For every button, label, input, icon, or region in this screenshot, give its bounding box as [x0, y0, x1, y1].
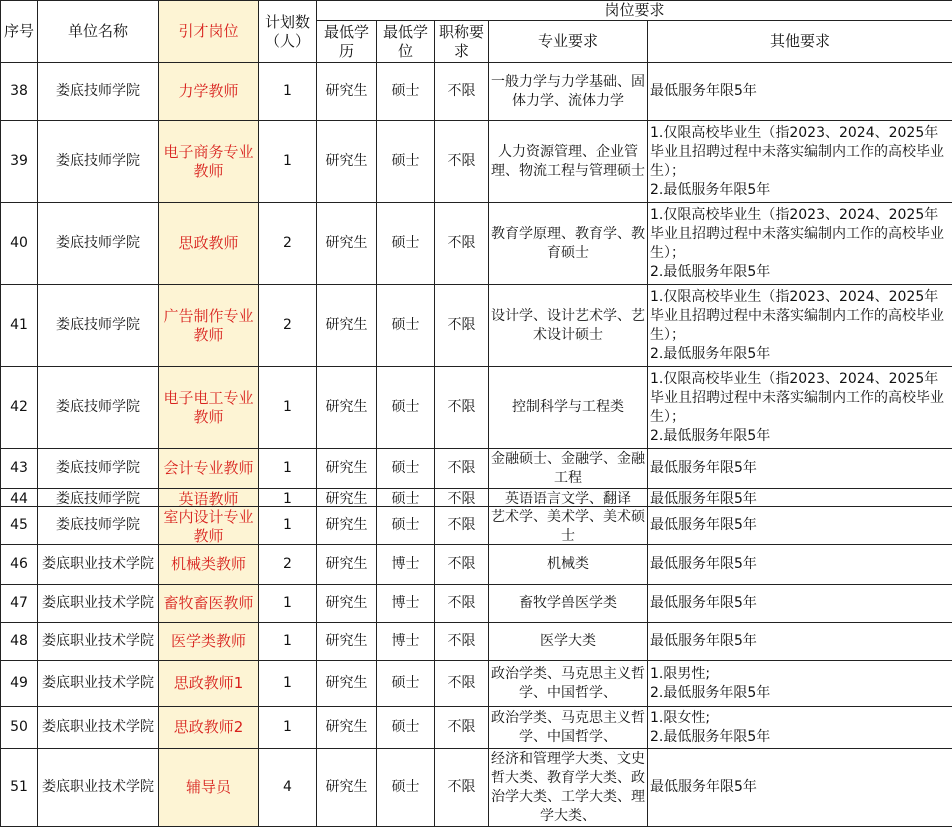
other-cell: 1.仅限高校毕业生（指2023、2024、2025年毕业且招聘过程中未落实编制内工作的高校毕业生）； 2.最低服务年限5年: [648, 203, 952, 285]
title-cell: 不限: [435, 449, 489, 489]
plan-cell: 1: [259, 489, 317, 507]
header-plan: 计划数（人）: [259, 1, 317, 63]
seq-cell: 44: [1, 489, 38, 507]
table-row: [1, 623, 952, 661]
title-cell: 不限: [435, 489, 489, 507]
seq-cell: 41: [1, 285, 38, 367]
post-cell: 会计专业教师: [159, 449, 259, 489]
header-unit: 单位名称: [38, 1, 159, 63]
title-cell: 不限: [435, 661, 489, 707]
plan-cell: 1: [259, 367, 317, 449]
plan-cell: 1: [259, 661, 317, 707]
plan-cell: 1: [259, 63, 317, 121]
major-cell: 金融硕士、金融学、金融工程: [489, 449, 648, 489]
degree-cell: 硕士: [377, 507, 435, 545]
post-cell: 室内设计专业教师: [159, 507, 259, 545]
title-cell: 不限: [435, 623, 489, 661]
major-cell: 控制科学与工程类: [489, 367, 648, 449]
seq-cell: 42: [1, 367, 38, 449]
edu-cell: 研究生: [317, 285, 377, 367]
major-cell: 一般力学与力学基础、固体力学、流体力学: [489, 63, 648, 121]
other-cell: 1.仅限高校毕业生（指2023、2024、2025年毕业且招聘过程中未落实编制内工作的高校毕业生）； 2.最低服务年限5年: [648, 367, 952, 449]
title-cell: 不限: [435, 545, 489, 585]
plan-cell: 1: [259, 585, 317, 623]
title-cell: 不限: [435, 285, 489, 367]
table-row: [1, 203, 952, 285]
major-cell: 艺术学、美术学、美术硕士: [489, 507, 648, 545]
major-cell: 经济和管理学大类、文史哲大类、教育学大类、政治学大类、工学大类、理学大类、: [489, 749, 648, 827]
title-cell: 不限: [435, 507, 489, 545]
unit-cell: 娄底职业技术学院: [38, 661, 159, 707]
post-cell: 电子商务专业教师: [159, 121, 259, 203]
table-row: [1, 507, 952, 545]
edu-cell: 研究生: [317, 749, 377, 827]
degree-cell: 硕士: [377, 203, 435, 285]
seq-cell: 51: [1, 749, 38, 827]
degree-cell: 硕士: [377, 661, 435, 707]
other-cell: 1.仅限高校毕业生（指2023、2024、2025年毕业且招聘过程中未落实编制内工作的高校毕业生）； 2.最低服务年限5年: [648, 121, 952, 203]
edu-cell: 研究生: [317, 661, 377, 707]
table-row: [1, 63, 952, 121]
unit-cell: 娄底技师学院: [38, 203, 159, 285]
degree-cell: 博士: [377, 623, 435, 661]
degree-cell: 硕士: [377, 749, 435, 827]
post-cell: 英语教师: [159, 489, 259, 507]
major-cell: 教育学原理、教育学、教育硕士: [489, 203, 648, 285]
table-row: [1, 121, 952, 203]
other-cell: 1.仅限高校毕业生（指2023、2024、2025年毕业且招聘过程中未落实编制内工作的高校毕业生）； 2.最低服务年限5年: [648, 285, 952, 367]
edu-cell: 研究生: [317, 449, 377, 489]
seq-cell: 49: [1, 661, 38, 707]
table-row: [1, 367, 952, 449]
post-cell: 广告制作专业教师: [159, 285, 259, 367]
seq-cell: 45: [1, 507, 38, 545]
table-row: [1, 749, 952, 827]
header-other: 其他要求: [648, 21, 952, 63]
seq-cell: 46: [1, 545, 38, 585]
degree-cell: 硕士: [377, 63, 435, 121]
major-cell: 医学大类: [489, 623, 648, 661]
other-cell: 最低服务年限5年: [648, 623, 952, 661]
major-cell: 英语语言文学、翻译: [489, 489, 648, 507]
seq-cell: 43: [1, 449, 38, 489]
table-row: [1, 707, 952, 749]
edu-cell: 研究生: [317, 121, 377, 203]
major-cell: 政治学类、马克思主义哲学、中国哲学、: [489, 661, 648, 707]
degree-cell: 博士: [377, 545, 435, 585]
unit-cell: 娄底技师学院: [38, 121, 159, 203]
degree-cell: 博士: [377, 585, 435, 623]
plan-cell: 1: [259, 707, 317, 749]
unit-cell: 娄底技师学院: [38, 449, 159, 489]
other-cell: 1.限女性; 2.最低服务年限5年: [648, 707, 952, 749]
plan-cell: 1: [259, 507, 317, 545]
seq-cell: 39: [1, 121, 38, 203]
edu-cell: 研究生: [317, 585, 377, 623]
unit-cell: 娄底技师学院: [38, 507, 159, 545]
table-row: [1, 545, 952, 585]
post-cell: 医学类教师: [159, 623, 259, 661]
post-cell: 机械类教师: [159, 545, 259, 585]
title-cell: 不限: [435, 367, 489, 449]
unit-cell: 娄底职业技术学院: [38, 623, 159, 661]
degree-cell: 硕士: [377, 449, 435, 489]
other-cell: 1.限男性; 2.最低服务年限5年: [648, 661, 952, 707]
title-cell: 不限: [435, 63, 489, 121]
title-cell: 不限: [435, 749, 489, 827]
plan-cell: 2: [259, 285, 317, 367]
post-cell: 畜牧畜医教师: [159, 585, 259, 623]
unit-cell: 娄底职业技术学院: [38, 749, 159, 827]
other-cell: 最低服务年限5年: [648, 449, 952, 489]
header-requirements: 岗位要求: [317, 1, 952, 21]
post-cell: 思政教师1: [159, 661, 259, 707]
unit-cell: 娄底职业技术学院: [38, 545, 159, 585]
table-row: [1, 661, 952, 707]
other-cell: 最低服务年限5年: [648, 585, 952, 623]
edu-cell: 研究生: [317, 367, 377, 449]
unit-cell: 娄底技师学院: [38, 489, 159, 507]
header-seq: 序号: [1, 1, 38, 63]
major-cell: 人力资源管理、企业管理、物流工程与管理硕士: [489, 121, 648, 203]
unit-cell: 娄底技师学院: [38, 367, 159, 449]
unit-cell: 娄底职业技术学院: [38, 707, 159, 749]
other-cell: 最低服务年限5年: [648, 507, 952, 545]
degree-cell: 硕士: [377, 285, 435, 367]
major-cell: 机械类: [489, 545, 648, 585]
table-row: [1, 489, 952, 507]
table-row: [1, 285, 952, 367]
edu-cell: 研究生: [317, 707, 377, 749]
plan-cell: 2: [259, 545, 317, 585]
other-cell: 最低服务年限5年: [648, 749, 952, 827]
degree-cell: 硕士: [377, 121, 435, 203]
post-cell: 思政教师2: [159, 707, 259, 749]
other-cell: 最低服务年限5年: [648, 63, 952, 121]
degree-cell: 硕士: [377, 489, 435, 507]
title-cell: 不限: [435, 585, 489, 623]
header-title: 职称要求: [435, 21, 489, 63]
post-cell: 力学教师: [159, 63, 259, 121]
edu-cell: 研究生: [317, 203, 377, 285]
header-major: 专业要求: [489, 21, 648, 63]
major-cell: 畜牧学兽医学类: [489, 585, 648, 623]
other-cell: 最低服务年限5年: [648, 545, 952, 585]
edu-cell: 研究生: [317, 545, 377, 585]
table-row: [1, 585, 952, 623]
degree-cell: 硕士: [377, 367, 435, 449]
seq-cell: 48: [1, 623, 38, 661]
header-degree: 最低学位: [377, 21, 435, 63]
plan-cell: 1: [259, 121, 317, 203]
edu-cell: 研究生: [317, 63, 377, 121]
table-row: [1, 449, 952, 489]
header-post: 引才岗位: [159, 1, 259, 63]
post-cell: 思政教师: [159, 203, 259, 285]
degree-cell: 硕士: [377, 707, 435, 749]
table-body: [1, 63, 952, 827]
plan-cell: 2: [259, 203, 317, 285]
seq-cell: 50: [1, 707, 38, 749]
post-cell: 辅导员: [159, 749, 259, 827]
edu-cell: 研究生: [317, 507, 377, 545]
seq-cell: 47: [1, 585, 38, 623]
other-cell: 最低服务年限5年: [648, 489, 952, 507]
unit-cell: 娄底技师学院: [38, 285, 159, 367]
post-cell: 电子电工专业教师: [159, 367, 259, 449]
major-cell: 政治学类、马克思主义哲学、中国哲学、: [489, 707, 648, 749]
unit-cell: 娄底技师学院: [38, 63, 159, 121]
edu-cell: 研究生: [317, 623, 377, 661]
plan-cell: 4: [259, 749, 317, 827]
seq-cell: 40: [1, 203, 38, 285]
edu-cell: 研究生: [317, 489, 377, 507]
plan-cell: 1: [259, 623, 317, 661]
header-edu: 最低学历: [317, 21, 377, 63]
title-cell: 不限: [435, 707, 489, 749]
title-cell: 不限: [435, 121, 489, 203]
seq-cell: 38: [1, 63, 38, 121]
plan-cell: 1: [259, 449, 317, 489]
unit-cell: 娄底职业技术学院: [38, 585, 159, 623]
title-cell: 不限: [435, 203, 489, 285]
major-cell: 设计学、设计艺术学、艺术设计硕士: [489, 285, 648, 367]
